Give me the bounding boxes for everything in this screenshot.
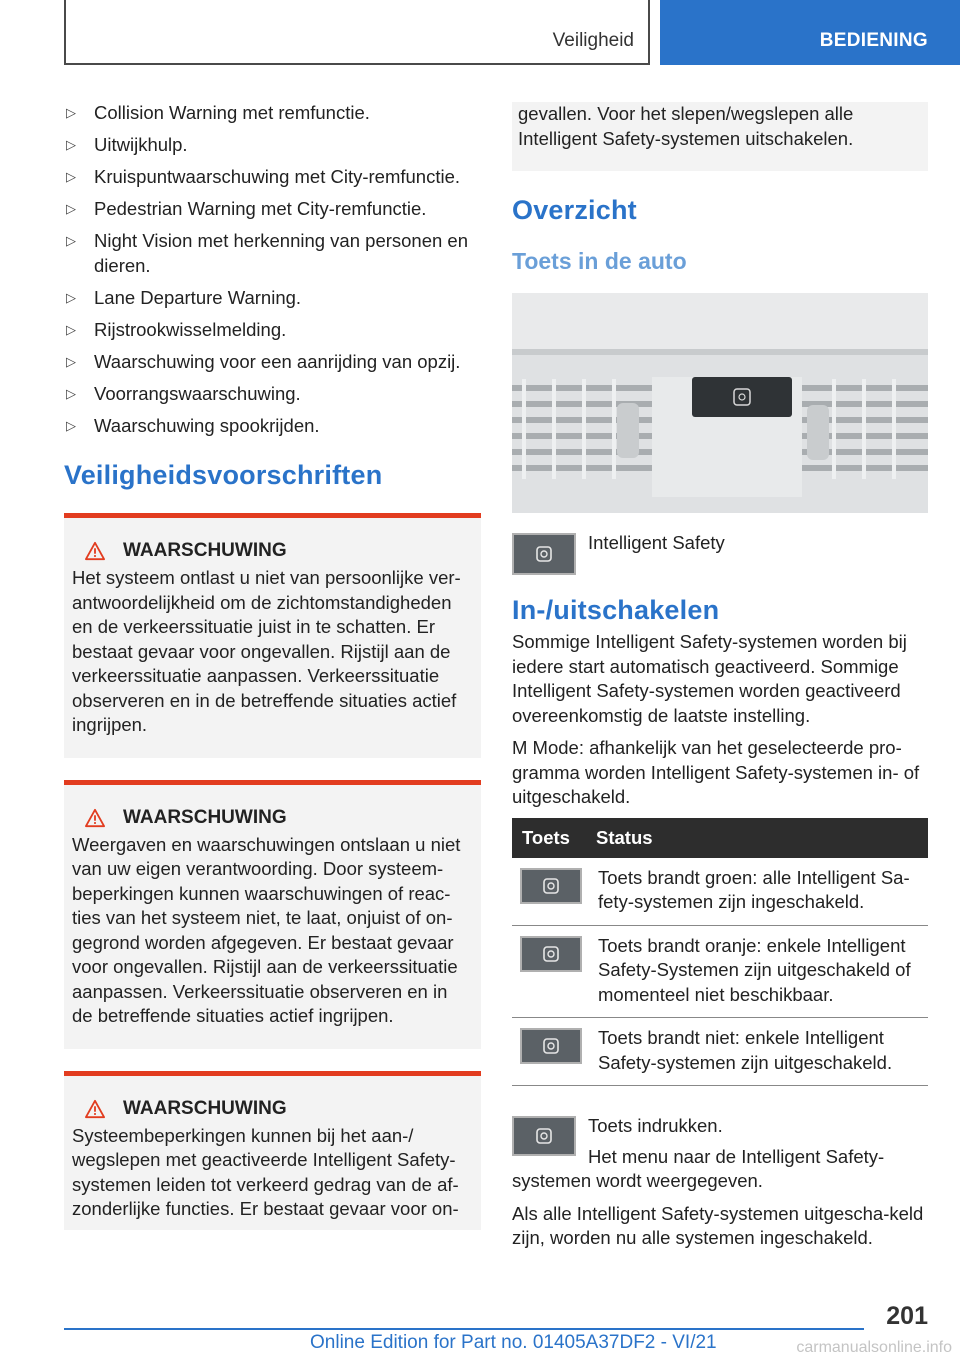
heading-overview: Overzicht (512, 195, 637, 225)
left-column (64, 100, 481, 1230)
section-title: Veiligheid (552, 30, 634, 51)
right-column (512, 102, 928, 1251)
table-header-status: Status (588, 818, 928, 858)
final-text: Als alle Intelligent Safety-systemen uitgescha-keld zijn, worden nu alle systemen ingeschakeld. (512, 1202, 924, 1248)
triangle-bullet-icon: ▷ (66, 169, 76, 184)
triangle-bullet-icon: ▷ (66, 105, 76, 120)
triangle-bullet-icon: ▷ (66, 322, 76, 337)
list-item: ▷ Collision Warning met remfunctie. (66, 102, 370, 123)
heading-onoff: In-/uitschakelen (512, 595, 720, 625)
button-legend (512, 531, 928, 575)
warning-box (64, 513, 481, 758)
table-header-button: Toets (512, 818, 588, 858)
triangle-bullet-icon: ▷ (66, 233, 76, 248)
press-label: Toets indrukken. (588, 1115, 723, 1136)
status-table (512, 818, 928, 1087)
heading-safety-rules: Veiligheidsvoorschriften (64, 460, 383, 490)
page-number: 201 (886, 1302, 928, 1330)
warning-continued-text: gevallen. Voor het slepen/wegslepen alle Intelligent Safety-systemen uitschakelen. (518, 103, 854, 149)
button-orange-icon (520, 936, 582, 972)
warning-title: WAARSCHUWING (72, 540, 473, 562)
intelligent-safety-button-icon (512, 533, 576, 575)
button-caption: Intelligent Safety (588, 532, 725, 553)
triangle-bullet-icon: ▷ (66, 137, 76, 152)
onoff-paragraph-2: M Mode: afhankelijk van het geselecteerde pro-gramma worden Intelligent Safety-systemen in- of uitgeschakeld. (512, 737, 920, 807)
dashboard-button-photo (512, 293, 928, 513)
list-item: ▷ Waarschuwing spookrijden. (66, 415, 320, 436)
footer-divider (64, 1328, 864, 1330)
warning-triangle-icon (84, 808, 106, 828)
button-green-icon (520, 868, 582, 904)
list-item: ▷ Voorrangswaarschuwing. (66, 383, 301, 404)
press-text: Het menu naar de Intelligent Safety-systemen wordt weergegeven. (512, 1145, 885, 1191)
intelligent-safety-button-icon (512, 1116, 576, 1156)
triangle-bullet-icon: ▷ (66, 386, 76, 401)
warning-title: WAARSCHUWING (72, 807, 473, 829)
warning-triangle-icon (84, 541, 106, 561)
heading-button-in-car: Toets in de auto (512, 248, 687, 274)
triangle-bullet-icon: ▷ (66, 354, 76, 369)
list-item: ▷ Night Vision met herkenning van personen en dieren. (66, 230, 469, 276)
onoff-paragraph-1: Sommige Intelligent Safety-systemen worden bij iedere start automatisch geactiveerd. Sommige Intelligent Safety-systemen worden geactiveerd overeenkomstig de laatste instelling. (512, 631, 907, 726)
watermark: carmanualsonline.info (796, 1339, 952, 1356)
warning-box (64, 780, 481, 1049)
warning-triangle-icon (84, 1099, 106, 1119)
list-item: ▷ Uitwijkhulp. (66, 134, 188, 155)
table-row (512, 1018, 928, 1086)
list-item: ▷ Pedestrian Warning met City-remfunctie. (66, 198, 427, 219)
list-item: ▷ Waarschuwing voor een aanrijding van opzij. (66, 351, 461, 372)
table-row (512, 925, 928, 1018)
edition-text: Online Edition for Part no. 01405A37DF2 - VI/21 (310, 1332, 717, 1353)
status-cell: Toets brandt niet: enkele Intelligent Safety-systemen zijn uitgeschakeld. (588, 1018, 928, 1086)
feature-list (64, 100, 481, 438)
warning-continued (512, 102, 928, 171)
warning-title: WAARSCHUWING (72, 1098, 473, 1120)
list-item: ▷ Lane Departure Warning. (66, 287, 302, 308)
dashboard-illustration (512, 293, 928, 513)
status-cell: Toets brandt groen: alle Intelligent Sa-fety-systemen zijn ingeschakeld. (588, 858, 928, 926)
list-item: ▷ Rijstrookwisselmelding. (66, 319, 287, 340)
warning-box (64, 1071, 481, 1230)
chapter-tab (660, 0, 960, 65)
button-off-icon (520, 1028, 582, 1064)
warning-text: Weergaven en waarschuwingen ontslaan u niet van uw eigen verantwoording. Door systeem-beperkingen kunnen waarschuwingen of reac-ties van het systeem niet, te laat, onjuist of on-gegrond worden afgegeven. Er bestaat gevaar voor ongevallen. Rijstijl aan de verkeerssituatie aanpassen. Verkeerssituatie observeren en in de betreffende situaties actief ingrijpen. (72, 833, 461, 1026)
triangle-bullet-icon: ▷ (66, 290, 76, 305)
status-cell: Toets brandt oranje: enkele Intelligent Safety-Systemen zijn uitgeschakeld of momenteel niet beschikbaar. (588, 925, 928, 1018)
warning-text: Het systeem ontlast u niet van persoonlijke ver-antwoordelijkheid om de zichtomstandigheden en de verkeerssituatie juist in te schatten. Er bestaat gevaar voor ongevallen. Rijstijl aan de verkeerssituatie aanpassen. Verkeerssituatie observeren en in de betreffende situaties actief ingrijpen. (72, 567, 461, 735)
chapter-title: BEDIENING (819, 30, 928, 51)
triangle-bullet-icon: ▷ (66, 201, 76, 216)
warning-text: Systeembeperkingen kunnen bij het aan-/ wegslepen met geactiveerde Intelligent Safety-systemen leiden tot verkeerd gedrag van de af-zonderlijke functies. Er bestaat gevaar voor on- (72, 1124, 459, 1219)
press-instruction (512, 1114, 928, 1251)
table-row (512, 858, 928, 926)
triangle-bullet-icon: ▷ (66, 418, 76, 433)
list-item: ▷ Kruispuntwaarschuwing met City-remfunctie. (66, 166, 461, 187)
header-frame (64, 0, 650, 65)
